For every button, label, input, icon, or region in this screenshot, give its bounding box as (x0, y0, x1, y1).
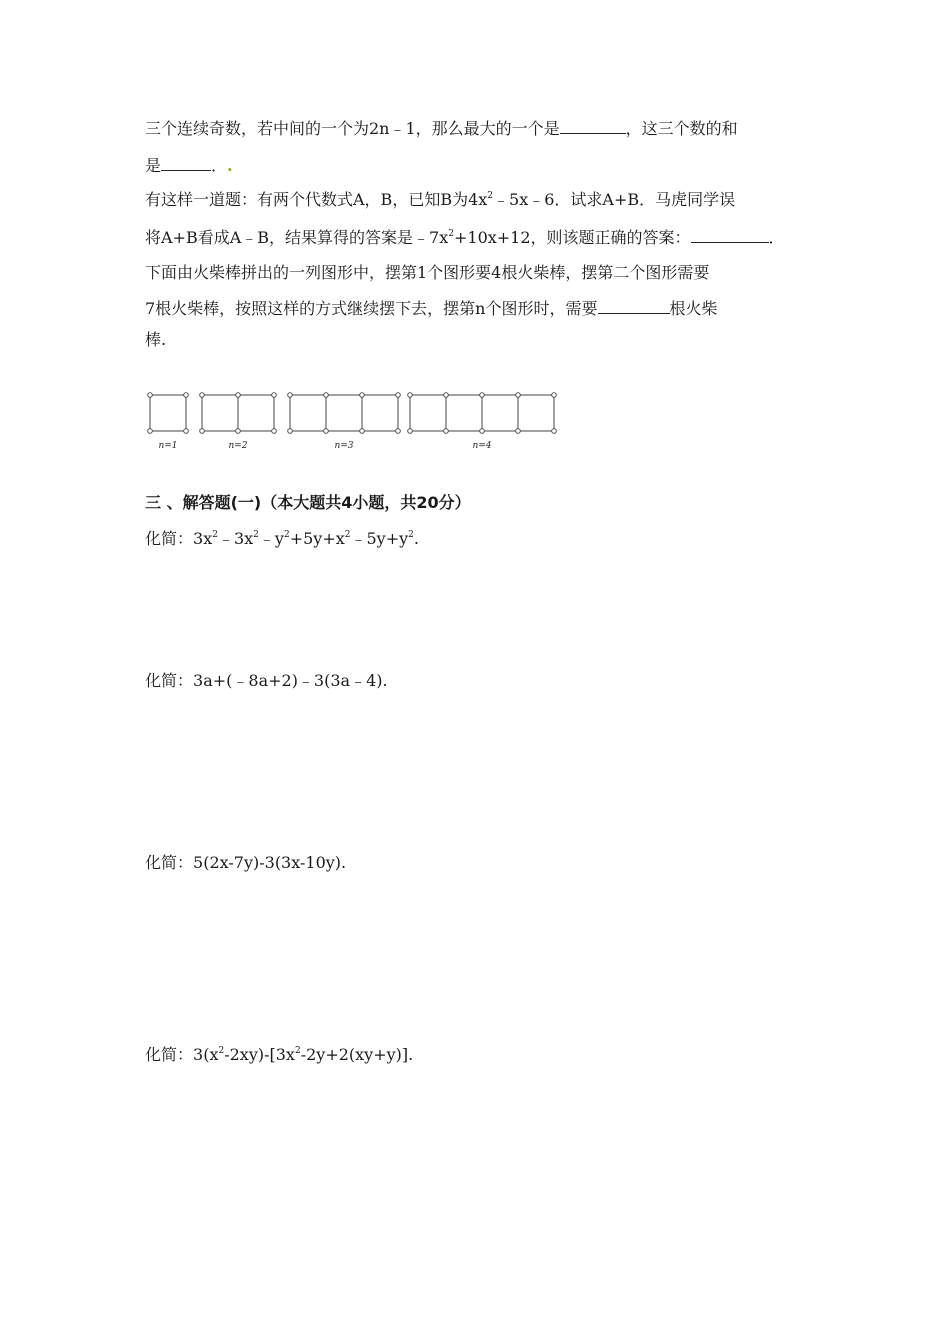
question-1-line-2 (145, 155, 233, 176)
problem-1 (145, 529, 419, 549)
matchstick-joint (236, 429, 241, 434)
matchstick-joint (272, 393, 277, 398)
problem-label: 化简： (145, 1045, 194, 1064)
matchstick-joint (516, 429, 521, 434)
matchstick-joint (444, 393, 449, 398)
q1-period: ． (211, 156, 228, 175)
q1-text: 三个连续奇数，若中间的一个为2n﹣1，那么最大的一个是 (145, 119, 560, 138)
question-3-line-3 (145, 330, 166, 350)
q2-text: 有这样一道题：有两个代数式A，B，已知B为4x (145, 190, 488, 209)
matchstick-joint (480, 429, 485, 434)
problem-expression: 5(2x-7y)-3(3x-10y). (193, 853, 347, 872)
matchstick-figure-3 (288, 393, 401, 451)
q3-text: 下面由火柴棒拼出的一列图形中，摆第1个图形要4根火柴棒，摆第二个图形需要 (145, 263, 710, 282)
answer-blank[interactable] (598, 298, 670, 314)
matchstick-joint (236, 393, 241, 398)
q1-text-cont: ，这三个数的和 (625, 119, 738, 138)
matchstick-joint (408, 393, 413, 398)
answer-blank[interactable] (560, 118, 626, 134)
exponent: 2 (294, 1046, 301, 1056)
q2-period: ． (768, 228, 785, 247)
problem-expression: 3a+(﹣8a+2)﹣3(3a﹣4). (193, 671, 388, 690)
section-heading: 三 、解答题(一)（本大题共4小题，共20分） (145, 493, 471, 512)
q3-text-line3: 棒. (145, 330, 167, 349)
matchstick-joint (444, 429, 449, 434)
expr-part: 3x (193, 529, 213, 548)
exponent: 2 (283, 530, 290, 540)
matchstick-figure (140, 385, 570, 455)
matchstick-joint (324, 429, 329, 434)
exponent: 2 (487, 191, 494, 201)
question-1-line-1 (145, 118, 738, 139)
matchstick-joint (288, 429, 293, 434)
matchstick-joint (200, 429, 205, 434)
matchstick-joint (408, 429, 413, 434)
answer-blank[interactable] (161, 155, 211, 171)
question-3-line-1 (145, 263, 709, 283)
q1-text-end: 是 (145, 156, 162, 175)
problem-label: 化简： (145, 671, 194, 690)
exponent: 2 (218, 1046, 225, 1056)
matchstick-joint (516, 393, 521, 398)
matchstick-joint (360, 393, 365, 398)
matchstick-figure-4 (408, 393, 557, 451)
matchstick-joint (324, 393, 329, 398)
matchstick-joint (480, 393, 485, 398)
matchstick-joint (200, 393, 205, 398)
figure-label: n=1 (158, 441, 178, 451)
exponent: 2 (408, 530, 414, 540)
matchstick-joint (148, 393, 153, 398)
expr-part: ﹣y (258, 529, 284, 548)
question-2-line-1 (145, 190, 735, 210)
exponent: 2 (448, 229, 454, 239)
green-dot-mark: . (227, 156, 233, 175)
expr-part: . (413, 529, 419, 548)
matchstick-joint (360, 429, 365, 434)
expr-part: ﹣5y+y (350, 529, 409, 548)
question-3-line-2 (145, 298, 718, 319)
problem-label: 化简： (145, 529, 194, 548)
q2-text-line2-cont: +10x+12，则该题正确的答案： (453, 228, 691, 247)
expr-part: 3(x (193, 1045, 219, 1064)
matchstick-joint (272, 429, 277, 434)
matchstick-figure-2 (200, 393, 277, 451)
question-2-line-2 (145, 227, 785, 248)
q2-text-cont: ﹣5x﹣6．试求A+B．马虎同学误 (493, 190, 736, 209)
expr-part: +5y+x (289, 529, 345, 548)
matchstick-joint (148, 429, 153, 434)
exponent: 2 (212, 530, 218, 540)
figure-label: n=2 (228, 441, 248, 451)
matchstick-joint (288, 393, 293, 398)
q3-text-line2: 7根火柴棒，按照这样的方式继续摆下去，摆第n个图形时，需要 (145, 299, 598, 318)
problem-2 (145, 671, 388, 691)
problem-label: 化简： (145, 853, 194, 872)
expr-part: ﹣3x (217, 529, 254, 548)
problem-3 (145, 853, 346, 873)
q2-text-line2: 将A+B看成A﹣B，结果算得的答案是﹣7x (145, 228, 449, 247)
expr-part: -2xy)-[3x (224, 1045, 295, 1064)
q3-text-line2-cont: 根火柴 (669, 299, 718, 318)
matchstick-joint (184, 429, 189, 434)
matchstick-joint (396, 393, 401, 398)
matchstick-joint (552, 429, 557, 434)
expr-part: -2y+2(xy+y)]. (300, 1045, 414, 1064)
figure-label: n=3 (334, 441, 354, 451)
matchstick-joint (184, 393, 189, 398)
matchstick-joint (396, 429, 401, 434)
exponent: 2 (253, 530, 259, 540)
exponent: 2 (344, 530, 351, 540)
matchstick-joint (552, 393, 557, 398)
problem-4 (145, 1045, 413, 1065)
answer-blank[interactable] (691, 227, 769, 243)
matchstick-figure-1 (148, 393, 189, 451)
figure-label: n=4 (472, 441, 492, 451)
